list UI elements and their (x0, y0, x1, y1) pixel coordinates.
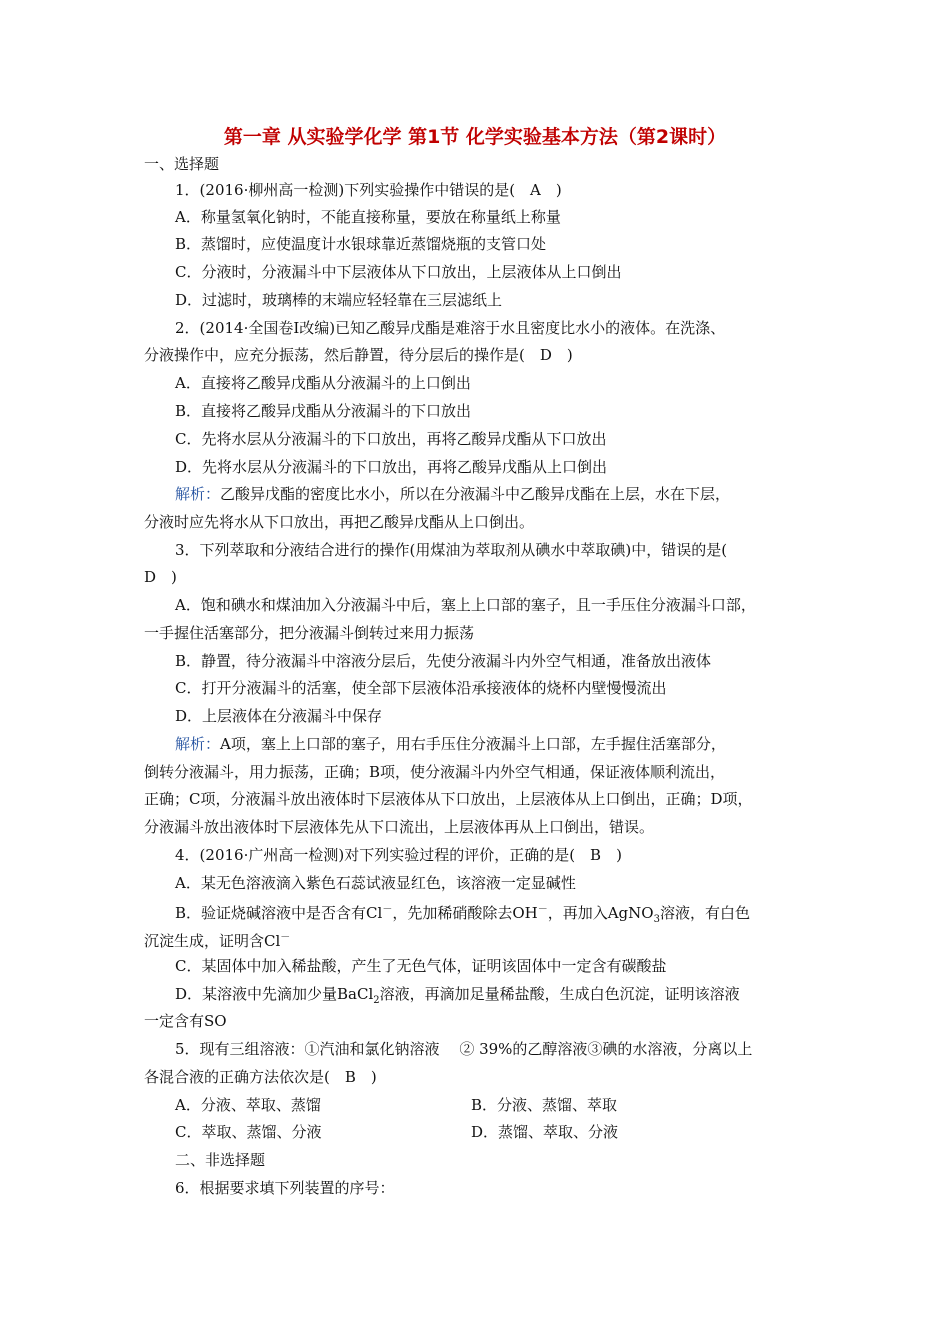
question-4-option-b-line2: 沉淀生成，证明含Cl－ (144, 932, 291, 950)
question-3-stem-line2: D ) (144, 568, 177, 586)
question-3-option-a-line2: 一手握住活塞部分，把分液漏斗倒转过来用力振荡 (144, 624, 475, 642)
question-4-option-a: A．某无色溶液滴入紫色石蕊试液显红色，该溶液一定显碱性 (175, 874, 576, 892)
question-2-option-a: A．直接将乙酸异戊酯从分液漏斗的上口倒出 (175, 374, 471, 392)
explanation-tag: 解析： (175, 735, 221, 753)
question-4-option-b-line1: B．验证烧碱溶液中是否含有Cl－，先加稀硝酸除去OH－，再加入AgNO$_3$溶液，有白色 (175, 904, 750, 925)
question-3-explanation-line2: 倒转分液漏斗，用力振荡，正确；B项，使分液漏斗内外空气相通，保证液体顺利流出， (144, 763, 726, 781)
question-3-option-a-line1: A．饱和碘水和煤油加入分液漏斗中后，塞上上口部的塞子，且一手压住分液漏斗口部， (175, 596, 756, 614)
question-4-answer: B (590, 846, 602, 864)
question-6-stem: 6．根据要求填下列装置的序号： (175, 1179, 395, 1197)
question-4-option-d-line2: 一定含有SO (144, 1012, 227, 1030)
question-2-option-b: B．直接将乙酸异戊酯从分液漏斗的下口放出 (175, 402, 472, 420)
question-4-option-d-line1: D．某溶液中先滴加少量BaCl$_2$溶液，再滴加足量稀盐酸，生成白色沉淀，证明该溶液 (175, 985, 740, 1006)
question-1-option-d: D．过滤时，玻璃棒的末端应轻轻靠在三层滤纸上 (175, 291, 503, 309)
question-1-option-a: A．称量氢氧化钠时，不能直接称量，要放在称量纸上称量 (175, 208, 561, 226)
question-3-explanation-line4: 分液漏斗放出液体时下层液体先从下口流出，上层液体再从上口倒出，错误。 (144, 818, 655, 836)
question-2-answer: D (539, 346, 552, 364)
question-2-explanation-line1: 解析：乙酸异戊酯的密度比水小，所以在分液漏斗中乙酸异戊酯在上层，水在下层， (175, 485, 731, 503)
question-5-option-c: C．萃取、蒸馏、分液 (175, 1123, 322, 1141)
question-5-option-a: A．分液、萃取、蒸馏 (175, 1096, 321, 1114)
question-1-option-c: C．分液时，分液漏斗中下层液体从下口放出，上层液体从上口倒出 (175, 263, 622, 281)
question-5-stem-line2: 各混合液的正确方法依次是( B ) (144, 1068, 377, 1086)
page-title: 第一章 从实验学化学 第1节 化学实验基本方法（第2课时） (223, 126, 727, 148)
question-1-option-b: B．蒸馏时，应使温度计水银球靠近蒸馏烧瓶的支管口处 (175, 235, 547, 253)
question-5-option-d: D．蒸馏、萃取、分液 (471, 1123, 619, 1141)
question-5-option-b: B．分液、蒸馏、萃取 (471, 1096, 618, 1114)
question-3-option-d: D．上层液体在分液漏斗中保存 (175, 707, 383, 725)
section-heading-choice: 一、选择题 (144, 155, 220, 173)
question-4-stem: 4．(2016·广州高一检测)对下列实验过程的评价，正确的是( B ) (175, 846, 622, 864)
question-2-explanation-line2: 分液时应先将水从下口放出，再把乙酸异戊酯从上口倒出。 (144, 513, 535, 531)
question-3-explanation-line1: 解析：A项，塞上上口部的塞子，用右手压住分液漏斗上口部，左手握住活塞部分， (175, 735, 726, 753)
question-2-option-d: D．先将水层从分液漏斗的下口放出，再将乙酸异戊酯从上口倒出 (175, 458, 608, 476)
question-3-answer: D (144, 568, 157, 586)
question-3-option-c: C．打开分液漏斗的活塞，使全部下层液体沿承接液体的烧杯内壁慢慢流出 (175, 679, 667, 697)
question-3-stem-line1: 3．下列萃取和分液结合进行的操作(用煤油为萃取剂从碘水中萃取碘)中，错误的是( (175, 541, 728, 559)
question-3-explanation-line3: 正确；C项，分液漏斗放出液体时下层液体从下口放出，上层液体从上口倒出，正确；D项， (144, 790, 753, 808)
section-heading-nonchoice: 二、非选择题 (175, 1151, 266, 1169)
question-1-stem: 1．(2016·柳州高一检测)下列实验操作中错误的是( A ) (175, 181, 562, 199)
question-3-option-b: B．静置，待分液漏斗中溶液分层后，先使分液漏斗内外空气相通，准备放出液体 (175, 652, 712, 670)
question-2-stem-line2: 分液操作中，应充分振荡，然后静置，待分层后的操作是( D ) (144, 346, 573, 364)
question-2-option-c: C．先将水层从分液漏斗的下口放出，再将乙酸异戊酯从下口放出 (175, 430, 607, 448)
question-5-stem-line1: 5．现有三组溶液：①汽油和氯化钠溶液 ② 39%的乙醇溶液③碘的水溶液，分离以上 (175, 1040, 753, 1058)
question-2-stem-line1: 2．(2014·全国卷Ⅰ改编)已知乙酸异戊酯是难溶于水且密度比水小的液体。在洗涤、 (175, 319, 726, 337)
question-5-answer: B (344, 1068, 356, 1086)
question-1-answer: A (530, 181, 541, 199)
explanation-tag: 解析： (175, 485, 221, 503)
question-4-option-c: C．某固体中加入稀盐酸，产生了无色气体，证明该固体中一定含有碳酸盐 (175, 957, 667, 975)
